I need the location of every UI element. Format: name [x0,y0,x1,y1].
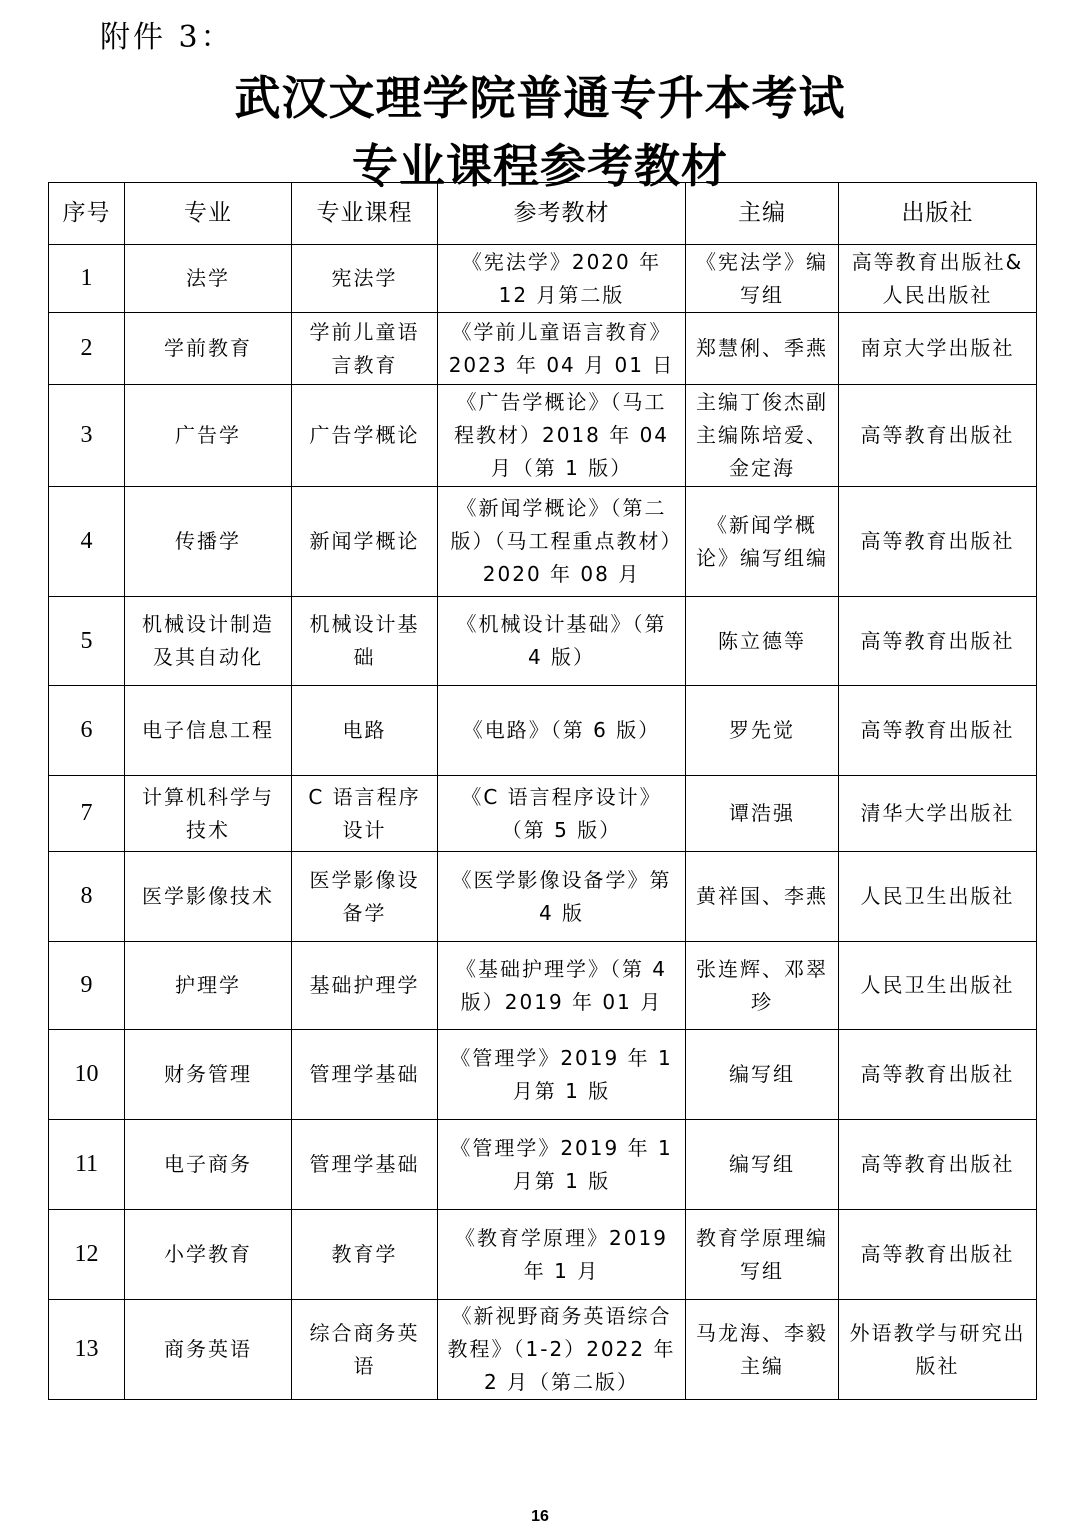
cell-major: 护理学 [125,942,292,1030]
header-editor: 主编 [686,183,839,245]
cell-course: 管理学基础 [292,1120,438,1210]
table-row [49,245,1037,313]
cell-index: 5 [49,597,125,686]
cell-editor: 郑慧俐、季燕 [686,313,839,385]
cell-course: 教育学 [292,1210,438,1300]
textbook-table [48,182,1037,1400]
cell-index: 13 [49,1300,125,1400]
cell-index: 1 [49,245,125,313]
cell-course: 基础护理学 [292,942,438,1030]
cell-publisher: 外语教学与研究出版社 [839,1300,1037,1400]
cell-textbook: 《C 语言程序设计》（第 5 版） [438,776,686,852]
cell-editor: 马龙海、李毅主编 [686,1300,839,1400]
cell-course: 综合商务英语 [292,1300,438,1400]
cell-index: 7 [49,776,125,852]
document-title-line-1: 武汉文理学院普通专升本考试 [234,71,846,125]
cell-editor: 陈立德等 [686,597,839,686]
cell-publisher: 高等教育出版社 [839,686,1037,776]
cell-index: 10 [49,1030,125,1120]
cell-major: 机械设计制造及其自动化 [125,597,292,686]
table-row [49,385,1037,487]
table-row [49,686,1037,776]
cell-major: 商务英语 [125,1300,292,1400]
cell-index: 8 [49,852,125,942]
table-row [49,1120,1037,1210]
table-row [49,776,1037,852]
cell-textbook: 《管理学》2019 年 1 月第 1 版 [438,1030,686,1120]
cell-publisher: 高等教育出版社 [839,487,1037,597]
cell-editor: 谭浩强 [686,776,839,852]
cell-textbook: 《宪法学》2020 年 12 月第二版 [438,245,686,313]
cell-textbook: 《新视野商务英语综合教程》（1-2）2022 年 2 月（第二版） [438,1300,686,1400]
cell-publisher: 清华大学出版社 [839,776,1037,852]
cell-course: 医学影像设备学 [292,852,438,942]
cell-publisher: 高等教育出版社&人民出版社 [839,245,1037,313]
cell-index: 9 [49,942,125,1030]
cell-index: 11 [49,1120,125,1210]
cell-publisher: 高等教育出版社 [839,1030,1037,1120]
cell-publisher: 南京大学出版社 [839,313,1037,385]
header-major: 专业 [125,183,292,245]
header-publisher: 出版社 [839,183,1037,245]
cell-major: 计算机科学与技术 [125,776,292,852]
cell-major: 法学 [125,245,292,313]
page-number: 16 [531,1508,549,1525]
cell-publisher: 高等教育出版社 [839,385,1037,487]
cell-editor: 主编丁俊杰副主编陈培爱、金定海 [686,385,839,487]
table-row [49,1030,1037,1120]
cell-course: 电路 [292,686,438,776]
cell-index: 3 [49,385,125,487]
table-row [49,1210,1037,1300]
cell-major: 小学教育 [125,1210,292,1300]
cell-major: 传播学 [125,487,292,597]
cell-editor: 《新闻学概论》编写组编 [686,487,839,597]
cell-index: 4 [49,487,125,597]
cell-course: 宪法学 [292,245,438,313]
cell-course: 学前儿童语言教育 [292,313,438,385]
cell-editor: 编写组 [686,1120,839,1210]
cell-course: 管理学基础 [292,1030,438,1120]
cell-textbook: 《机械设计基础》（第 4 版） [438,597,686,686]
cell-course: 机械设计基础 [292,597,438,686]
table-header-row [49,183,1037,245]
cell-index: 12 [49,1210,125,1300]
table-row [49,487,1037,597]
document-title-line-2: 专业课程参考教材 [352,139,728,193]
cell-major: 电子信息工程 [125,686,292,776]
cell-editor: 编写组 [686,1030,839,1120]
cell-textbook: 《基础护理学》（第 4 版）2019 年 01 月 [438,942,686,1030]
cell-publisher: 高等教育出版社 [839,597,1037,686]
cell-course: 新闻学概论 [292,487,438,597]
cell-textbook: 《管理学》2019 年 1 月第 1 版 [438,1120,686,1210]
table-row [49,1300,1037,1400]
cell-textbook: 《新闻学概论》（第二版）（马工程重点教材）2020 年 08 月 [438,487,686,597]
cell-publisher: 人民卫生出版社 [839,852,1037,942]
cell-major: 医学影像技术 [125,852,292,942]
cell-editor: 黄祥国、李燕 [686,852,839,942]
cell-editor: 《宪法学》编写组 [686,245,839,313]
cell-publisher: 高等教育出版社 [839,1210,1037,1300]
header-index: 序号 [49,183,125,245]
cell-editor: 教育学原理编写组 [686,1210,839,1300]
attachment-label: 附件 3： [100,20,234,55]
cell-publisher: 高等教育出版社 [839,1120,1037,1210]
cell-editor: 罗先觉 [686,686,839,776]
cell-course: C 语言程序设计 [292,776,438,852]
header-textbook: 参考教材 [438,183,686,245]
cell-textbook: 《医学影像设备学》第 4 版 [438,852,686,942]
cell-major: 财务管理 [125,1030,292,1120]
cell-textbook: 《教育学原理》2019 年 1 月 [438,1210,686,1300]
cell-textbook: 《学前儿童语言教育》2023 年 04 月 01 日 [438,313,686,385]
cell-publisher: 人民卫生出版社 [839,942,1037,1030]
table-row [49,597,1037,686]
table-row [49,313,1037,385]
cell-major: 学前教育 [125,313,292,385]
header-course: 专业课程 [292,183,438,245]
cell-textbook: 《广告学概论》（马工程教材）2018 年 04 月（第 1 版） [438,385,686,487]
cell-textbook: 《电路》（第 6 版） [438,686,686,776]
cell-editor: 张连辉、邓翠珍 [686,942,839,1030]
cell-major: 广告学 [125,385,292,487]
cell-major: 电子商务 [125,1120,292,1210]
table-row [49,942,1037,1030]
cell-course: 广告学概论 [292,385,438,487]
cell-index: 6 [49,686,125,776]
table-row [49,852,1037,942]
cell-index: 2 [49,313,125,385]
